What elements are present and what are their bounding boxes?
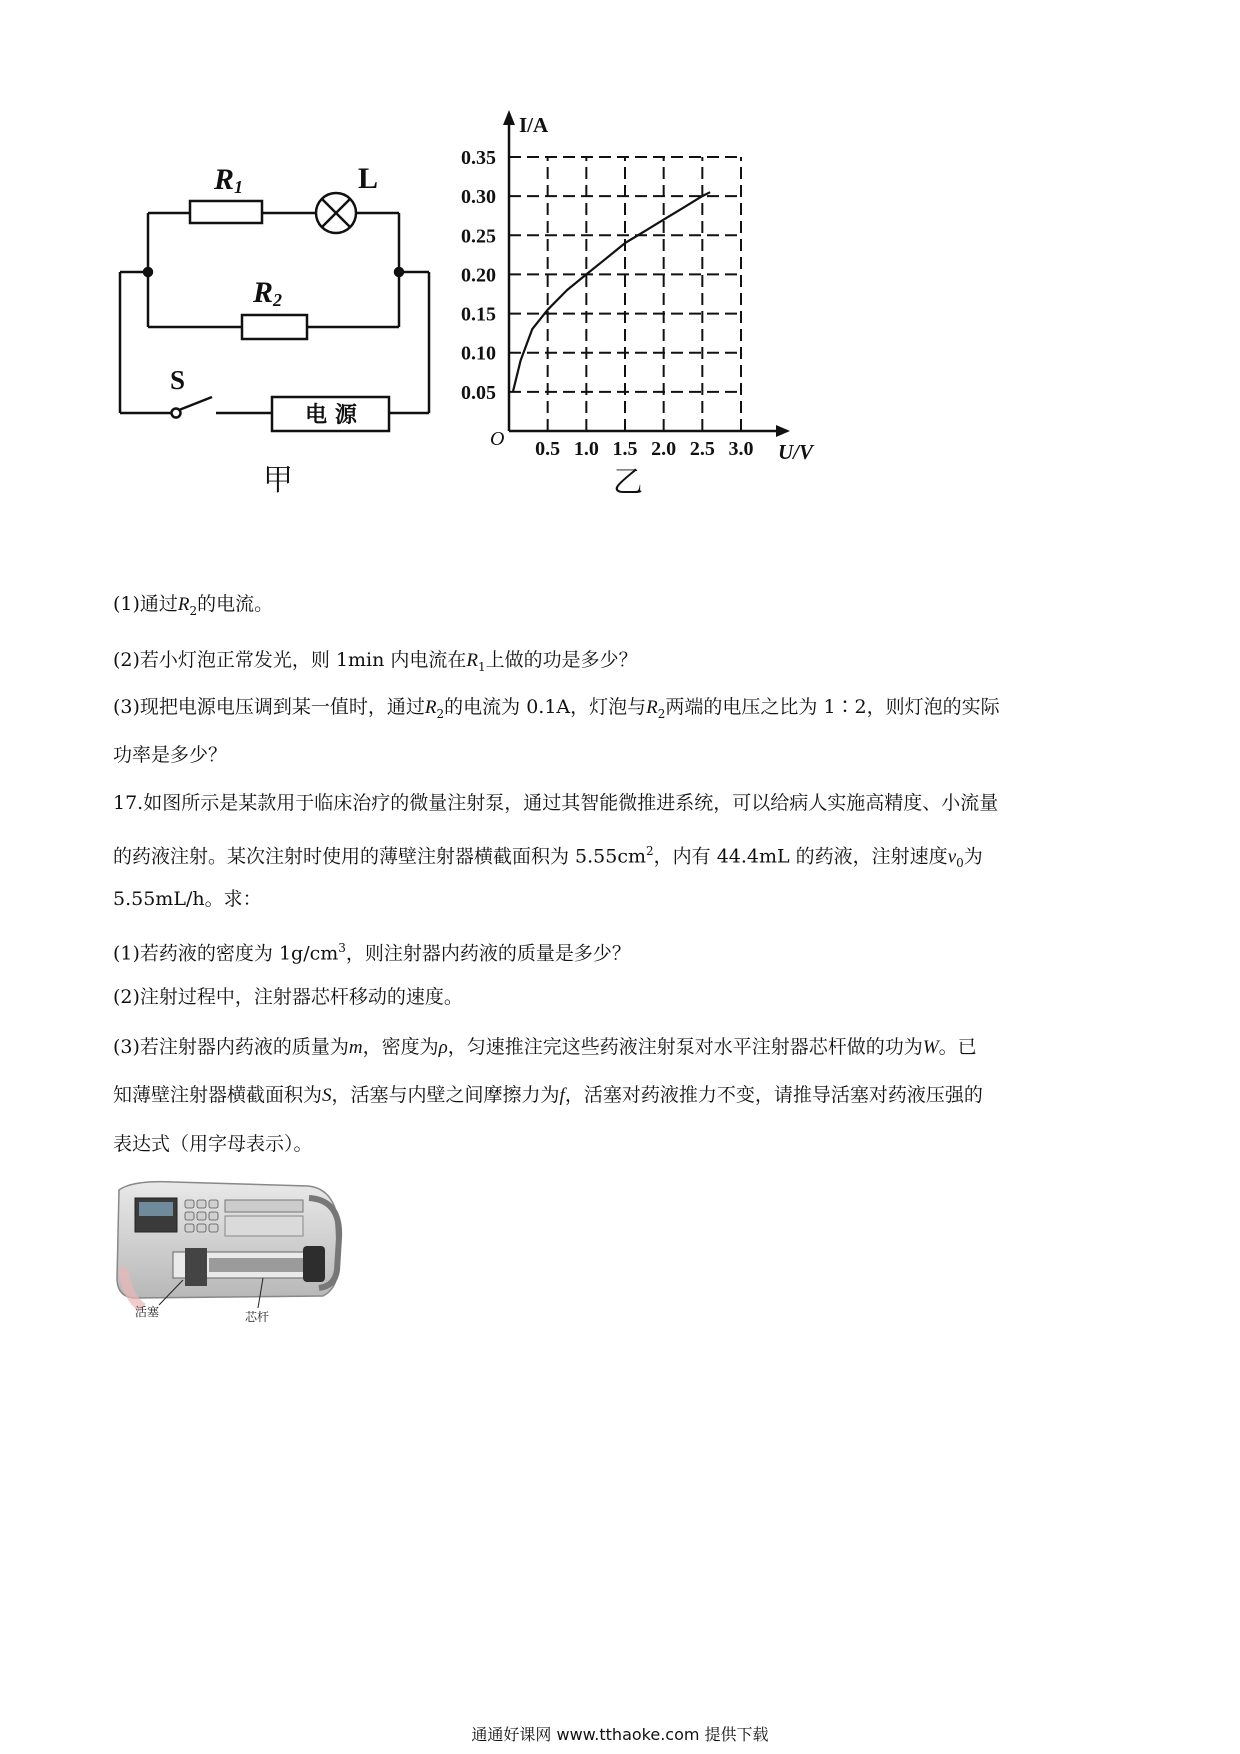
q17-s3-text-a: (3)若注射器内药液的质量为 [113,1036,349,1058]
q17-sub3-line1 [113,1034,977,1061]
var-r: R [177,594,190,615]
label-r1: R1 [214,163,244,197]
resistor-r1 [190,201,262,223]
lamp-icon [316,193,356,233]
var-r: R [466,650,479,671]
caption-jia: 甲 [263,463,293,498]
q17-text-2c: 为 [963,845,983,868]
y-tick-label: 0.25 [461,225,496,248]
q16-p3-text-a: (3)现把电源电压调到某一值时，通过 [113,696,425,718]
q17-line3 [113,886,262,912]
y-tick-label: 0.05 [461,381,496,404]
y-tick-label: 0.15 [461,303,496,326]
q17-s2-text: (2)注射过程中，注射器芯杆移动的速度。 [113,986,463,1008]
page-footer [0,1722,1240,1745]
var-w: W [922,1037,939,1058]
q16-part2 [113,647,638,680]
var-v-sub: 0 [956,856,964,871]
x-tick-label: 2.5 [689,438,715,460]
x-axis-arrow [776,425,790,437]
x-tick-label: 2.0 [651,438,677,460]
q17-s1-text-a: (1)若药液的密度为 1g/cm [113,942,339,965]
label-power-source: 电 源 [305,403,357,428]
y-tick-label: 0.30 [461,186,496,209]
q17-sub1 [113,935,631,966]
q17-sub3-line3 [113,1131,313,1157]
y-tick-label: 0.35 [461,147,496,169]
q16-part1 [113,591,273,624]
q16-part3-line1 [113,694,1000,727]
y-axis-label: I/A [519,113,549,137]
resistor-r2 [242,315,307,339]
q17-s3-text-b: ，密度为 [362,1036,439,1058]
q17-line2 [113,838,983,876]
q17-s4-text-c: ，活塞对药液推力不变，请推导活塞对药液压强的 [564,1084,983,1106]
q17-s4-text-a: 知薄壁注射器横截面积为 [113,1084,323,1106]
x-tick-label: 1.0 [573,438,599,460]
y-axis-arrow [503,110,515,125]
var-r-sub: 1 [478,659,486,674]
circuit-diagram [120,193,429,431]
x-tick-label: 3.0 [728,438,754,460]
q17-text-3: 5.55mL/h。求： [113,888,262,910]
var-rho: ρ [438,1037,448,1058]
q17-s3-text-d: 。已 [938,1036,977,1058]
x-axis-label: U/V [778,440,814,464]
q17-sub2 [113,984,463,1010]
q16-p1-text-a: (1)通过 [113,593,178,615]
var-f: f [559,1085,565,1106]
q16-p3-text-d: 功率是多少？ [113,744,228,766]
switch-lever [179,397,212,410]
var-v: v [947,846,957,868]
label-r2: R2 [253,276,283,310]
q17-sub3-line2 [113,1082,983,1109]
junction-right [395,268,403,276]
junction-left [144,268,152,276]
y-tick-label: 0.10 [461,342,496,365]
superscript: 3 [338,941,346,955]
q17-text-1: 17.如图所示是某款用于临床治疗的微量注射泵，通过其智能微推进系统，可以给病人实施高精度、小流量 [113,792,999,814]
var-r-sub: 2 [657,706,666,721]
i-u-curve [513,192,710,392]
label-piston: 活塞 [135,1305,160,1319]
q17-s3-text-c: ，匀速推注完这些药液注射泵对水平注射器芯杆做的功为 [447,1036,923,1058]
var-r-sub: 2 [436,706,445,721]
superscript: 2 [646,844,654,858]
q16-p2-text-a: (2)若小灯泡正常发光，则 1min 内电流在 [113,649,467,671]
origin-label: O [490,428,505,450]
q16-p3-text-b: 的电流为 0.1A，灯泡与 [444,696,647,718]
q16-p2-text-b: 上做的功是多少？ [485,649,638,671]
q16-p3-text-c: 两端的电压之比为 1∶2，则灯泡的实际 [665,696,1000,718]
var-s: S [322,1085,332,1106]
q17-text-2a: 的药液注射。某次注射时使用的薄壁注射器横截面积为 5.55cm [113,845,647,868]
pump-keypad [185,1200,218,1232]
q17-s1-text-b: ，则注射器内药液的质量是多少？ [345,942,631,965]
var-m: m [348,1037,363,1058]
q17-line1 [113,790,998,816]
caption-yi: 乙 [613,465,643,500]
q16-p1-text-b: 的电流。 [197,593,274,615]
figures [0,0,1240,520]
q17-s5-text: 表达式（用字母表示）。 [113,1133,313,1155]
label-switch: S [170,365,186,395]
footer-text: 通通好课网 www.tthaoke.com 提供下载 [471,1725,769,1744]
var-r-sub: 2 [189,603,198,618]
x-tick-label: 1.5 [612,438,638,460]
label-lamp: L [358,162,379,195]
q16-part3-line2 [113,742,227,768]
q17-s4-text-b: ，活塞与内壁之间摩擦力为 [331,1084,560,1106]
var-r: R [646,697,658,718]
iu-graph [461,110,815,464]
y-tick-label: 0.20 [461,264,496,287]
q17-text-2b: ，内有 44.4mL 的药液，注射速度 [653,845,948,868]
var-r: R [424,697,437,718]
x-tick-label: 0.5 [535,438,561,460]
syringe-pump-photo [113,1178,353,1336]
label-plunger-rod: 芯杆 [245,1310,270,1324]
